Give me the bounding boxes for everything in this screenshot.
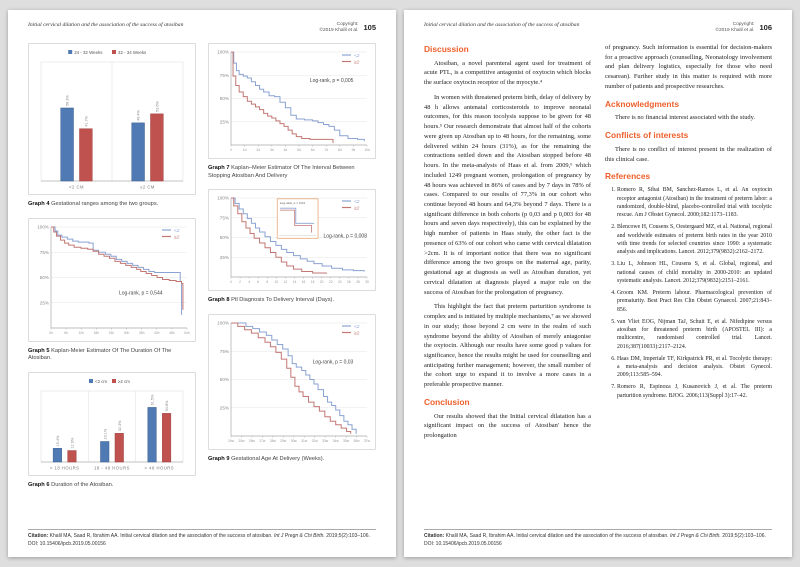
svg-text:35w: 35w (343, 439, 350, 443)
svg-text:29w: 29w (280, 439, 287, 443)
figure-graph6 (28, 372, 196, 476)
text-left-column (424, 43, 591, 446)
svg-text:3d: 3d (269, 147, 274, 152)
caption-graph6: Graph 6 Duration of the Atosiban. (28, 482, 114, 488)
svg-text:0: 0 (230, 280, 232, 285)
reference-item: 2. Blencowe H, Cousens S, Oestergaard MZ, et al. National, regional and worldwide estimates of preterm birth rates in the year 2010 with time trends for selected countries since 1990: a systematic analysis and implications. Lancet. 2012;379(9832):2162–2172. (617, 223, 772, 257)
acknowledgments-paragraph: There is no financial interest associated with the study. (615, 114, 755, 122)
svg-text:42h: 42h (154, 330, 160, 335)
page-number: 106 (759, 23, 772, 32)
reference-item: 4. Groom KM. Preterm labour. Pharmacological prevention of prematurity. Best Pract Res Clin Obstet Gynaecol. 2007;21:843–856. (617, 289, 772, 314)
figure-graph4 (28, 43, 196, 195)
svg-text:Log-rank, p = 0,544: Log-rank, p = 0,544 (119, 290, 163, 297)
svg-text:26: 26 (347, 280, 351, 285)
svg-text:18h: 18h (93, 330, 100, 335)
figure-graph5 (28, 218, 196, 342)
svg-text:58.3%: 58.3% (65, 95, 70, 106)
references-list (605, 186, 772, 400)
svg-text:<2: <2 (174, 228, 180, 234)
copyright-authors: ©2019 Khalil et al. (715, 28, 755, 34)
svg-text:50%: 50% (219, 96, 229, 102)
doi-line: DOI: 10.15406/ipcb.2019.05.00156 (28, 540, 106, 547)
caption-graph9: Graph 9 Gestational Age At Delivery (Weeks). (208, 456, 325, 462)
svg-text:36w: 36w (353, 439, 360, 443)
caption-graph7: Graph 7 Kaplan–Meier Estimator Of The Interval Between Stopping Atosiban And Delivery (208, 164, 355, 179)
svg-text:22: 22 (328, 280, 333, 285)
svg-text:15.4%: 15.4% (56, 435, 61, 447)
figure-graph7 (208, 43, 376, 159)
svg-text:54.8%: 54.8% (165, 400, 170, 412)
citation-text: Khalil MA, Saad R, Ibrahim AA. Initial cervical dilation and the association of the success of atosiban. (445, 533, 669, 539)
svg-text:100%: 100% (217, 195, 229, 201)
svg-text:25%: 25% (219, 405, 229, 411)
citation-journal: Int J Pregn & Chi Birth. (273, 533, 325, 539)
copyright-authors: ©2019 Khalil et al. (319, 28, 359, 34)
svg-text:12.9%: 12.9% (70, 437, 75, 449)
graphs-body (28, 43, 376, 499)
svg-text:32w: 32w (311, 439, 318, 443)
page-105 (8, 10, 396, 557)
page-106 (404, 10, 792, 557)
svg-text:14: 14 (292, 280, 297, 285)
svg-text:Log-rank, p = 0,04: Log-rank, p = 0,04 (279, 201, 305, 206)
page-footer (424, 529, 772, 548)
citation-line (424, 533, 772, 541)
svg-text:20: 20 (319, 280, 324, 285)
graphs-left-column (28, 43, 196, 499)
svg-text:4: 4 (248, 280, 251, 285)
svg-text:24h: 24h (108, 330, 115, 335)
running-title: Initial cervical dilation and the association of the success of atosiban (28, 22, 184, 28)
svg-text:> 48 HOURS: > 48 HOURS (144, 465, 175, 471)
header-right (715, 22, 772, 35)
svg-text:<2: <2 (354, 324, 360, 330)
copyright-label: Copyright: (732, 22, 755, 27)
svg-text:100%: 100% (217, 320, 229, 326)
svg-text:6: 6 (257, 280, 260, 285)
svg-text:0h: 0h (49, 330, 53, 335)
svg-text:≥2: ≥2 (354, 331, 360, 337)
svg-text:53.6%: 53.6% (155, 101, 160, 112)
section-conclusion-title: Conclusion (424, 396, 470, 407)
page-header (424, 22, 772, 35)
figure-graph9 (208, 314, 376, 450)
text-right-column (605, 43, 772, 446)
svg-text:30w: 30w (290, 439, 297, 443)
reference-item: 1. Romero R, Sibai BM, Sanchez-Ramos L, et al. An oxytocin receptor antagonist (Atosiban) in the treatment of preterm labor: a randomized, double-blind, placebo-controlled trial with tocolytic rescue. Am J Obstet Gynecol. 2000;182:1173–1183. (617, 186, 772, 220)
continuation-paragraph: of pregnancy. Such information is essential for decision-makers for a proactive approach (counselling, Neonatology involvement and plan delivery logistics, especially for those who need cesarean). Further study in this matter is required with more number of patients and prospective researches. (605, 43, 772, 90)
svg-text:36h: 36h (138, 330, 145, 335)
svg-text:10: 10 (274, 280, 279, 285)
svg-text:50%: 50% (39, 274, 49, 280)
doi-line: DOI: 10.15406/ipcb.2019.05.00156 (424, 540, 502, 547)
svg-text:75%: 75% (39, 249, 49, 255)
svg-text:≥2: ≥2 (354, 60, 360, 66)
citation-tail: 2019;5(2):103–106. (326, 533, 370, 539)
caption-graph4: Graph 4 Gestational ranges among the two groups. (28, 200, 159, 207)
section-acknowledgments-title: Acknowledgments (605, 98, 679, 109)
svg-text:<2 CM: <2 CM (69, 184, 84, 190)
graph6-bar-chart (31, 375, 193, 473)
caption-graph8: Graph 8 Ptl Diagnosis To Delivery Interval (Days). (208, 297, 335, 304)
citation-line (28, 533, 376, 541)
svg-text:25%: 25% (39, 299, 49, 305)
svg-text:37w: 37w (363, 439, 371, 443)
discussion-paragraph-2: In women with threatened preterm birth, delay of delivery by 48 h allows antenatal corticosteroids to improve neonatal outcomes, for this reason tocolysis suppose to be given for 48 hours.⁵ Our research demonstrate that almost half of the cohorts were given up Atosiban up to 48 hours, for the remaining, some delivered within 24 hours (31%), as for the remaining the contractions settled down and the Atosiban stopped before 48 hours. In the meta-analysis of Haas et al. from 2009,⁶ which included 1249 pregnant women, prolongation of pregnancy by 48 hours was achieved in 86% of cases and by 7 days in 78% of cases. Compared to our results of 77,3% in our cohort who continue beyond 48 hours and 64,3% beyond 7 days. There is a significant difference in both cohorts (p 0,03 and p 0,003 for 48 hours and seven days respectively), this can be explained by the high number of patients in Haas study, the other fact is the presence of 63% of our cohort who came with cervical dilatation >2cm. It is of important notice that there was no significant difference among the two groups on the maternal age, parity, gestational age at diagnosis as well as Atosiban duration, yet cervical dilatation at diagnosis played a major rule on the success of Atosiban for the prolongation of pregnancy. (424, 93, 591, 296)
svg-text:18 - 48 HOURS: 18 - 48 HOURS (94, 465, 130, 471)
svg-text:≥2 cm: ≥2 cm (118, 378, 130, 384)
svg-text:31w: 31w (301, 439, 308, 443)
reference-item: 7. Romero R, Espinoza J, Kusanovich J, et al. The preterm parturition syndrome. BJOG. 2006;113(Suppl 3):17–42. (617, 383, 772, 400)
svg-text:46.4%: 46.4% (136, 110, 141, 121)
graph7-km-chart (211, 46, 373, 156)
svg-text:61.5%: 61.5% (150, 394, 155, 406)
svg-text:23.1%: 23.1% (103, 428, 108, 440)
copyright-block (319, 22, 358, 35)
svg-text:48h: 48h (169, 330, 175, 335)
svg-text:75%: 75% (219, 348, 229, 354)
conclusion-paragraph: Our results showed that the Initial cervical dilatation has a significant impact on the success of Atosiban' hence the prolongation (424, 412, 591, 440)
svg-text:25%: 25% (219, 119, 229, 125)
svg-text:1d: 1d (242, 147, 247, 152)
conflicts-paragraph: There is no conflict of interest present in the realization of this clinical case. (605, 145, 772, 163)
svg-text:34w: 34w (332, 439, 339, 443)
svg-text:33w: 33w (322, 439, 329, 443)
svg-text:<2 cm: <2 cm (95, 378, 108, 384)
svg-text:54h: 54h (184, 330, 190, 335)
svg-text:32.3%: 32.3% (117, 420, 122, 432)
citation-label: Citation: (28, 533, 49, 539)
svg-text:<2: <2 (354, 53, 360, 59)
section-discussion-title: Discussion (424, 43, 469, 54)
svg-text:≥2: ≥2 (174, 234, 180, 240)
svg-text:8: 8 (266, 280, 269, 285)
svg-text:75%: 75% (219, 72, 229, 78)
svg-text:4d: 4d (283, 147, 288, 152)
svg-text:12: 12 (283, 280, 288, 285)
header-right (319, 22, 376, 35)
figure-graph8 (208, 189, 376, 291)
svg-text:12h: 12h (78, 330, 84, 335)
svg-text:10d: 10d (364, 147, 370, 152)
svg-text:28: 28 (356, 280, 360, 285)
svg-text:27w: 27w (259, 439, 266, 443)
svg-text:18: 18 (310, 280, 315, 285)
svg-text:24: 24 (337, 280, 342, 285)
svg-text:Log-rank, p = 0,008: Log-rank, p = 0,008 (323, 233, 367, 240)
svg-text:25%: 25% (219, 255, 229, 261)
svg-text:50%: 50% (219, 377, 229, 383)
reference-item: 5. van Vliet EOG, Nijman TaJ, Schuit E, et al. Nifedipine versus atosiban for threatened preterm birth (APOSTEL III): a multicentre, randomised controlled trial. Lancet. 2016;387(10033):2117–2124. (617, 318, 772, 352)
svg-text:≥2 CM: ≥2 CM (140, 184, 155, 190)
citation-journal: Int J Pregn & Chi Birth. (669, 533, 721, 539)
svg-text:26w: 26w (248, 439, 255, 443)
citation-text: Khalil MA, Saad R, Ibrahim AA. Initial cervical dilation and the association of the success of atosiban. (49, 533, 273, 539)
svg-text:0: 0 (230, 147, 232, 152)
svg-text:75%: 75% (219, 215, 229, 221)
svg-text:< 18 HOURS: < 18 HOURS (49, 465, 80, 471)
graphs-right-column (208, 43, 376, 499)
text-body (424, 43, 772, 446)
discussion-paragraph-1: Atosiban, a novel parenteral agent used for treatment of acute PTL, is a competitive antagonist of oxytocin which blocks the surface oxytocin receptor of the myocyte.⁴ (424, 59, 591, 87)
caption-graph5: Graph 5 Kaplan-Meier Estimator Of The Duration Of The Atosiban. (28, 347, 172, 362)
svg-text:<2: <2 (354, 200, 360, 206)
svg-text:6h: 6h (64, 330, 68, 335)
graph4-bar-chart (31, 46, 193, 192)
svg-text:16: 16 (301, 280, 306, 285)
svg-text:≥2: ≥2 (354, 206, 360, 212)
svg-text:30h: 30h (123, 330, 130, 335)
page-number: 105 (363, 23, 376, 32)
svg-text:100%: 100% (217, 49, 229, 55)
section-references-title: References (605, 171, 651, 182)
svg-text:Log-rank, p = 0,03: Log-rank, p = 0,03 (312, 359, 354, 366)
svg-text:28w: 28w (269, 439, 276, 443)
svg-text:24 - 32 Weeks: 24 - 32 Weeks (74, 49, 103, 55)
svg-text:8d: 8d (337, 147, 342, 152)
citation-tail: 2019;5(2):103–106. (722, 533, 766, 539)
citation-label: Citation: (424, 533, 445, 539)
copyright-label: Copyright: (336, 22, 359, 27)
svg-text:2: 2 (239, 280, 241, 285)
copyright-block (715, 22, 754, 35)
svg-text:30: 30 (365, 280, 369, 285)
graph8-km-chart (211, 192, 373, 288)
section-conflicts-title: Conflicts of interests (605, 130, 689, 141)
reference-item: 6. Haas DM, Imperiale TF, Kirkpatrick PR, et al. Tocolytic therapy: a meta-analysis and decision analysis. Obstet Gynecol. 2009;113:585–594. (617, 355, 772, 380)
graph5-km-chart (31, 221, 193, 339)
discussion-paragraph-3: This highlight the fact that preterm parturition syndrome is complex and is initiated by multiple mechanisms,⁷ as we showed in our study; those beyond 2 cm were in the realm of such syndrome beyond the ability of Atosiban of merely antagonise the oxytocin. Although our results have some good p values for significance, hence the results might be used for counselling and anticipating further management; however, the small number of the cohort urge to expand it to involve a more cases in a preferable prospective manner. (424, 303, 591, 389)
svg-text:5d: 5d (297, 147, 301, 152)
svg-text:100%: 100% (37, 224, 49, 230)
running-title: Initial cervical dilation and the association of the success of atosiban (424, 22, 580, 28)
svg-text:32 - 34 Weeks: 32 - 34 Weeks (118, 49, 147, 55)
svg-text:41.7%: 41.7% (84, 115, 89, 127)
svg-text:24w: 24w (227, 439, 235, 443)
svg-text:2d: 2d (256, 147, 261, 152)
reference-item: 3. Liu L, Johnson HL, Cousens S, et al. Global, regional, and national causes of child mortality in 2000-2010: an updated systematic analysis. Lancet. 2012;379(9832):2151–2161. (617, 260, 772, 285)
svg-text:Log-rank, p = 0,005: Log-rank, p = 0,005 (309, 77, 354, 84)
graph9-km-chart (211, 317, 373, 447)
page-header (28, 22, 376, 35)
page-footer (28, 529, 376, 548)
svg-text:25w: 25w (238, 439, 245, 443)
svg-text:7d: 7d (324, 147, 329, 152)
svg-text:6d: 6d (310, 147, 315, 152)
svg-text:9d: 9d (351, 147, 356, 152)
svg-text:50%: 50% (219, 235, 229, 241)
